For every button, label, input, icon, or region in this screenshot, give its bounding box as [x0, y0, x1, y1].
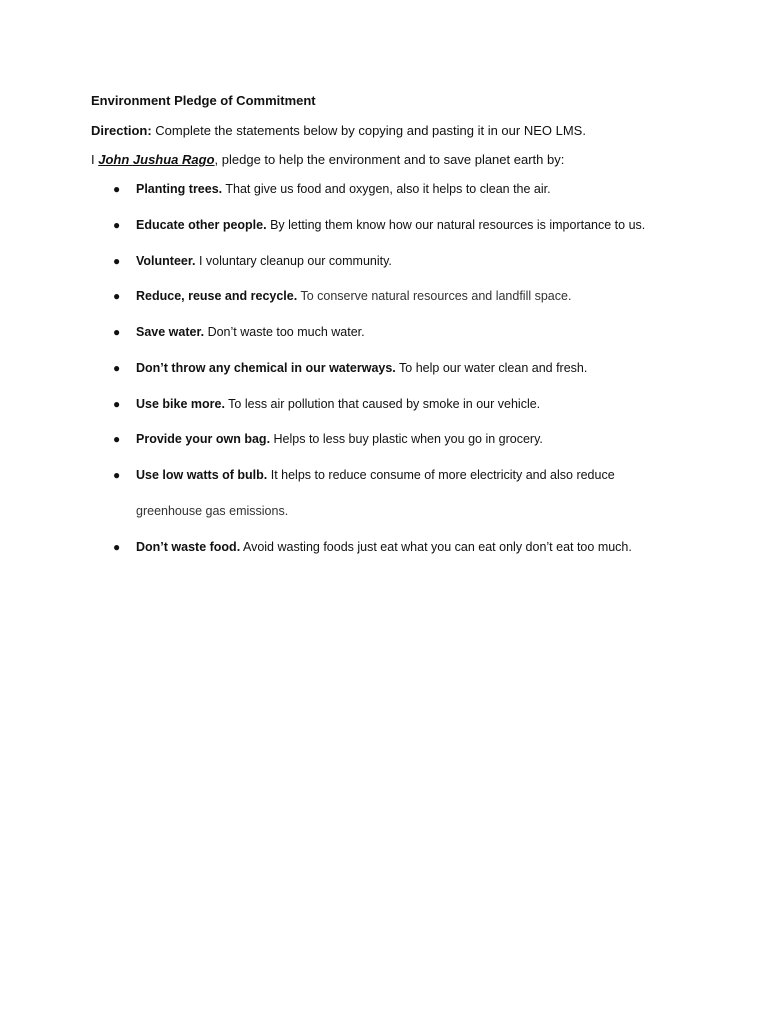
- bullet-icon: ●: [113, 468, 121, 482]
- bullet-icon: ●: [113, 182, 121, 196]
- bullet-icon: ●: [113, 432, 121, 446]
- item-text: It helps to reduce consume of more electricity and also reduce: [267, 468, 615, 482]
- item-text: That give us food and oxygen, also it helps to clean the air.: [222, 182, 551, 196]
- item-heading: Provide your own bag.: [136, 432, 271, 446]
- item-heading: Educate other people.: [136, 218, 267, 232]
- item-text: To help our water clean and fresh.: [395, 361, 588, 375]
- item-text: Helps to less buy plastic when you go in grocery.: [270, 432, 543, 446]
- pledge-suffix: , pledge to help the environment and to save planet earth by:: [214, 152, 565, 167]
- item-heading: Planting trees.: [136, 182, 223, 196]
- bullet-icon: ●: [113, 289, 121, 303]
- bullet-icon: ●: [113, 361, 121, 375]
- document-title: Environment Pledge of Commitment: [91, 93, 316, 108]
- item-heading: Save water.: [136, 325, 205, 339]
- item-continuation-text: greenhouse gas emissions.: [136, 504, 289, 518]
- item-heading: Don’t waste food.: [136, 540, 241, 554]
- item-heading: Use bike more.: [136, 397, 225, 411]
- bullet-icon: ●: [113, 254, 121, 268]
- item-heading: Use low watts of bulb.: [136, 468, 268, 482]
- bullet-icon: ●: [113, 540, 121, 554]
- bullet-icon: ●: [113, 397, 121, 411]
- item-text: To less air pollution that caused by smoke in our vehicle.: [224, 397, 541, 411]
- item-text: By letting them know how our natural resources is importance to us.: [266, 218, 646, 232]
- pledge-line: [91, 152, 564, 167]
- item-text: I voluntary cleanup our community.: [195, 254, 392, 268]
- item-text: Don’t waste too much water.: [204, 325, 365, 339]
- item-text: To conserve natural resources and landfill space.: [297, 289, 572, 303]
- item-heading: Don’t throw any chemical in our waterways.: [136, 361, 396, 375]
- item-text: Avoid wasting foods just eat what you can eat only don’t eat too much.: [240, 540, 632, 554]
- item-heading: Reduce, reuse and recycle.: [136, 289, 298, 303]
- pledge-prefix: I: [91, 152, 99, 167]
- direction-label: Direction:: [91, 123, 152, 138]
- item-heading: Volunteer.: [136, 254, 196, 268]
- direction-text: Complete the statements below by copying and pasting it in our NEO LMS.: [151, 123, 586, 138]
- direction-line: [91, 123, 586, 138]
- pledge-name: John Jushua Rago: [98, 152, 215, 167]
- bullet-icon: ●: [113, 218, 121, 232]
- bullet-icon: ●: [113, 325, 121, 339]
